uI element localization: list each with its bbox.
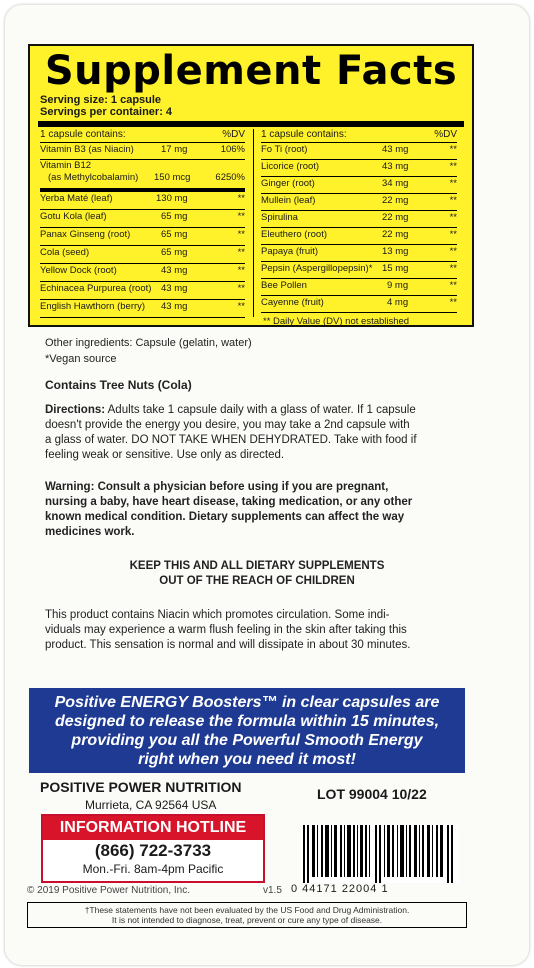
ingredient-row [261,144,457,160]
banner-line: designed to release the formula within 15 minutes, [54,713,440,730]
lot-number: LOT 99004 10/22 [317,786,427,802]
left-ingredient-column [40,129,245,319]
ingredient-dv: ** [449,297,457,308]
ingredient-amount: 43 mg [161,283,188,294]
right-column-header [261,129,457,143]
ingredient-name: Cola (seed) [40,247,90,258]
warning-block [45,480,491,540]
disclaimer-line: It is not intended to diagnose, treat, prevent or cure any type of disease. [111,915,383,925]
ingredient-name: Cayenne (fruit) [261,297,324,308]
banner-line: right when you need it most! [138,751,356,768]
ingredient-name: Eleuthero (root) [261,229,328,240]
ingredient-row [40,301,245,318]
ingredient-row [261,297,457,313]
ingredient-amount: 13 mg [382,246,409,257]
barcode-number: 0 44171 22004 1 [291,883,389,895]
ingredient-name: Ginger (root) [261,178,315,189]
ingredient-name: Echinacea Purpurea (root) [40,283,152,294]
directions-label: Directions: [45,404,106,416]
keep-away-line: KEEP THIS AND ALL DIETARY SUPPLEMENTS [129,560,385,572]
right-header-contains: 1 capsule contains: [261,129,347,140]
ingredient-name: Spirulina [261,212,298,223]
ingredient-name: Yellow Dock (root) [40,265,117,276]
label-card [4,4,530,966]
ingredient-row [40,229,245,246]
ingredient-amount: 22 mg [382,212,409,223]
ingredient-amount: 15 mg [382,263,409,274]
ingredient-amount: 9 mg [387,280,409,291]
fda-disclaimer [27,902,467,928]
niacin-line: viduals may experience a warm flush feeling in the skin after taking this [45,624,407,636]
ingredient-dv: ** [449,195,457,206]
column-divider [253,129,254,317]
ingredient-amount: 65 mg [161,211,188,222]
ingredient-row [261,246,457,262]
vegan-note: *Vegan source [45,353,117,365]
supplement-facts-panel [28,44,474,327]
warning-line: medicines work. [45,526,135,538]
keep-away-notice [45,559,469,589]
ingredient-row [40,247,245,264]
ingredient-amount: 22 mg [382,195,409,206]
ingredient-dv: ** [237,265,245,276]
ingredient-row [40,144,245,160]
allergen-statement: Contains Tree Nuts (Cola) [45,378,192,392]
ingredient-amount: 65 mg [161,229,188,240]
ingredient-row [40,283,245,300]
ingredient-row [40,211,245,228]
ingredient-row [261,212,457,228]
other-ingredients: Other ingredients: Capsule (gelatin, water) [45,337,252,349]
directions-line: doesn't provide the energy you desire, you may take a 2nd capsule with [45,419,410,431]
company-name: POSITIVE POWER NUTRITION [40,779,242,795]
dv-not-established-note: ** Daily Value (DV) not established [263,316,410,327]
ingredient-amount: 65 mg [161,247,188,258]
ingredient-name: Panax Ginseng (root) [40,229,131,240]
ingredient-amount: 43 mg [382,144,409,155]
servings-per-container: Servings per container: 4 [40,106,173,118]
serving-size: Serving size: 1 capsule [40,94,162,106]
ingredient-amount: 17 mg [161,144,188,155]
energy-boosters-banner [29,688,465,773]
ingredient-dv: ** [449,263,457,274]
niacin-line: product. This sensation is normal and will dissipate in about 30 minutes. [45,639,411,651]
ingredient-name: Licorice (root) [261,161,320,172]
ingredient-amount: 150 mcg [154,172,191,183]
ingredient-amount: 130 mg [156,193,188,204]
company-city: Murrieta, CA 92564 USA [85,798,217,812]
hotline-label: INFORMATION HOTLINE [43,816,263,840]
ingredient-dv: ** [449,280,457,291]
ingredient-dv: ** [449,212,457,223]
ingredient-amount: 34 mg [382,178,409,189]
ingredient-name: Bee Pollen [261,280,307,291]
ingredient-dv: ** [449,178,457,189]
upc-barcode [301,825,459,883]
ingredient-dv: ** [237,301,245,312]
ingredient-dv: ** [449,161,457,172]
ingredient-dv: ** [237,229,245,240]
ingredient-row [261,229,457,245]
ingredient-row [261,161,457,177]
ingredient-row [40,160,245,192]
hotline-phone: (866) 722-3733 [94,841,212,860]
directions-line: a glass of water. DO NOT TAKE WHEN DEHYDRATED. Take with food if [45,434,417,446]
ingredient-name: Papaya (fruit) [261,246,319,257]
ingredient-name: Gotu Kola (leaf) [40,211,107,222]
ingredient-row [261,263,457,279]
left-column-header [40,129,245,143]
keep-away-line: OUT OF THE REACH OF CHILDREN [159,575,355,587]
right-header-dv: %DV [434,129,457,140]
right-ingredient-column [261,129,457,327]
ingredient-amount: 43 mg [161,301,188,312]
hotline-hours: Mon.-Fri. 8am-4pm Pacific [82,862,224,876]
directions-block [45,403,491,463]
ingredient-dv: ** [449,144,457,155]
copyright: © 2019 Positive Power Nutrition, Inc. [27,885,190,896]
ingredient-dv: ** [237,283,245,294]
ingredient-dv: ** [237,247,245,258]
thick-divider [38,121,464,127]
ingredient-name: English Hawthorn (berry) [40,301,146,312]
ingredient-row [261,195,457,211]
warning-line: known medical condition. Dietary supplements can affect the way [45,511,405,523]
directions-line: Adults take 1 capsule daily with a glass of water. If 1 capsule [107,404,416,416]
ingredient-name: Mullein (leaf) [261,195,316,206]
ingredient-amount: 43 mg [161,265,188,276]
information-hotline-box [41,814,265,883]
ingredient-name: Fo Ti (root) [261,144,308,155]
ingredient-name: Vitamin B3 (as Niacin) [40,144,134,155]
warning-line: nursing a baby, have heart disease, taking medication, or any other [45,496,413,508]
ingredient-name: Yerba Maté (leaf) [40,193,113,204]
ingredient-name: Pepsin (Aspergillopepsin)* [261,263,373,274]
ingredient-dv: 6250% [215,172,245,183]
ingredient-row [40,193,245,210]
ingredient-name-detail: (as Methylcobalamin) [48,172,139,183]
warning-line: Warning: Consult a physician before using if you are pregnant, [45,481,389,493]
ingredient-amount: 43 mg [382,161,409,172]
banner-line: providing you all the Powerful Smooth Energy [71,732,423,749]
niacin-notice [45,608,491,653]
ingredient-row [261,280,457,296]
ingredient-dv: ** [449,246,457,257]
directions-line: feeling weak or sensitive. Use only as directed. [45,449,285,461]
disclaimer-line: †These statements have not been evaluated by the US Food and Drug Administration. [84,905,410,915]
left-header-contains: 1 capsule contains: [40,129,126,140]
niacin-line: This product contains Niacin which promotes circulation. Some indi- [45,609,390,621]
ingredient-dv: 106% [220,144,245,155]
ingredient-dv: ** [449,229,457,240]
version-number: v1.5 [263,885,282,896]
ingredient-name: Vitamin B12 [40,160,92,171]
ingredient-dv: ** [237,193,245,204]
left-header-dv: %DV [222,129,245,140]
ingredient-amount: 4 mg [387,297,409,308]
ingredient-row [40,265,245,282]
ingredient-dv: ** [237,211,245,222]
banner-line: Positive ENERGY Boosters™ in clear capsules are [54,694,440,711]
ingredient-row [261,178,457,194]
supplement-facts-title: Supplement Facts [44,48,458,94]
ingredient-amount: 22 mg [382,229,409,240]
